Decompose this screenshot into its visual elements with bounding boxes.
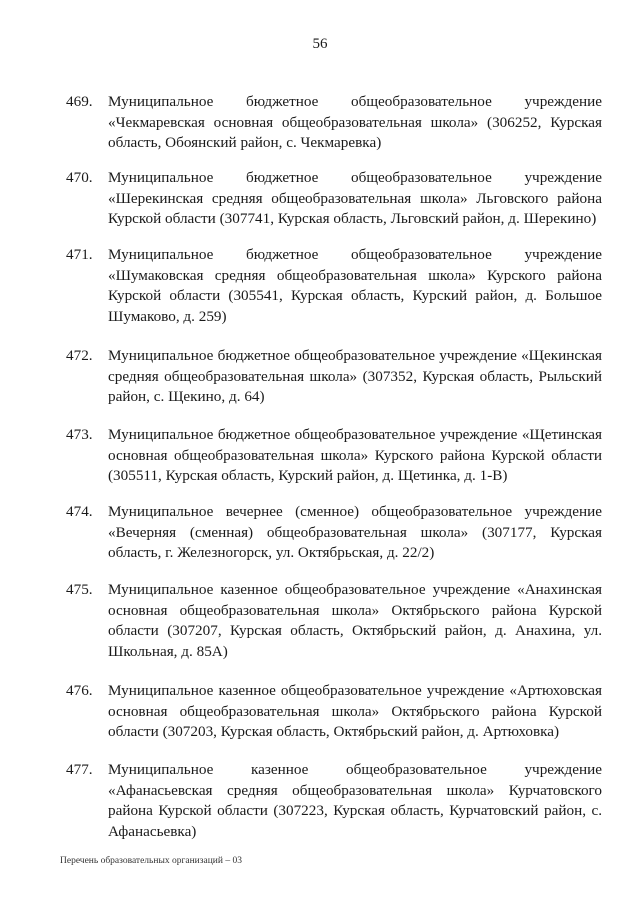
list-item bbox=[66, 346, 602, 408]
item-text: Муниципальное бюджетное общеобразовательное учреждение «Шерекинская средняя общеобразовательная школа» Льговского района Курской области (307741, Курская область, Льговский район, д. Шерекино) bbox=[108, 169, 602, 227]
item-text: Муниципальное вечернее (сменное) общеобразовательное учреждение «Вечерняя (сменная) общеобразовательная школа» (307177, Курская область, г. Железногорск, ул. Октябрьская, д. 22/2) bbox=[108, 503, 602, 561]
list-item bbox=[66, 425, 602, 487]
list-item bbox=[66, 502, 602, 564]
item-number: 471. bbox=[66, 246, 93, 263]
item-number: 475. bbox=[66, 581, 93, 598]
item-text: Муниципальное казенное общеобразовательное учреждение «Афанасьевская средняя общеобразовательная школа» Курчатовского района Курской области (307223, Курская область, Курчатовский район, с. Афанасьевка) bbox=[108, 761, 602, 840]
item-text: Муниципальное бюджетное общеобразовательное учреждение «Чекмаревская основная общеобразовательная школа» (306252, Курская область, Обоянский район, с. Чекмаревка) bbox=[108, 93, 602, 151]
item-text: Муниципальное бюджетное общеобразовательное учреждение «Шумаковская средняя общеобразовательная школа» Курского района Курской области (305541, Курская область, Курский район, д. Большое Шумаково, д. 259) bbox=[108, 246, 602, 325]
list-item bbox=[66, 245, 602, 327]
item-text: Муниципальное бюджетное общеобразовательное учреждение «Щетинская основная общеобразовательная школа» Курского района Курской области (305511, Курская область, Курский район, д. Щетинка, д. 1-В) bbox=[108, 426, 602, 484]
item-number: 476. bbox=[66, 682, 93, 699]
item-number: 477. bbox=[66, 761, 93, 778]
page-footer: Перечень образовательных организаций – 03 bbox=[60, 856, 242, 866]
list-item bbox=[66, 168, 602, 230]
list-item bbox=[66, 92, 602, 154]
item-text: Муниципальное казенное общеобразовательное учреждение «Анахинская основная общеобразовательная школа» Октябрьского района Курской области (307207, Курская область, Октябрьский район, д. Анахина, ул. Школьная, д. 85А) bbox=[108, 581, 602, 660]
list-item bbox=[66, 760, 602, 842]
item-text: Муниципальное казенное общеобразовательное учреждение «Артюховская основная общеобразовательная школа» Октябрьского района Курской области (307203, Курская область, Октябрьский район, д. Артюховка) bbox=[108, 682, 602, 740]
page-number: 56 bbox=[312, 36, 328, 52]
list-item bbox=[66, 681, 602, 743]
item-number: 472. bbox=[66, 347, 93, 364]
item-text: Муниципальное бюджетное общеобразовательное учреждение «Щекинская средняя общеобразовательная школа» (307352, Курская область, Рыльский район, с. Щекино, д. 64) bbox=[108, 347, 602, 405]
item-number: 473. bbox=[66, 426, 93, 443]
item-number: 469. bbox=[66, 93, 93, 110]
item-number: 474. bbox=[66, 503, 93, 520]
list-item bbox=[66, 580, 602, 662]
item-number: 470. bbox=[66, 169, 93, 186]
